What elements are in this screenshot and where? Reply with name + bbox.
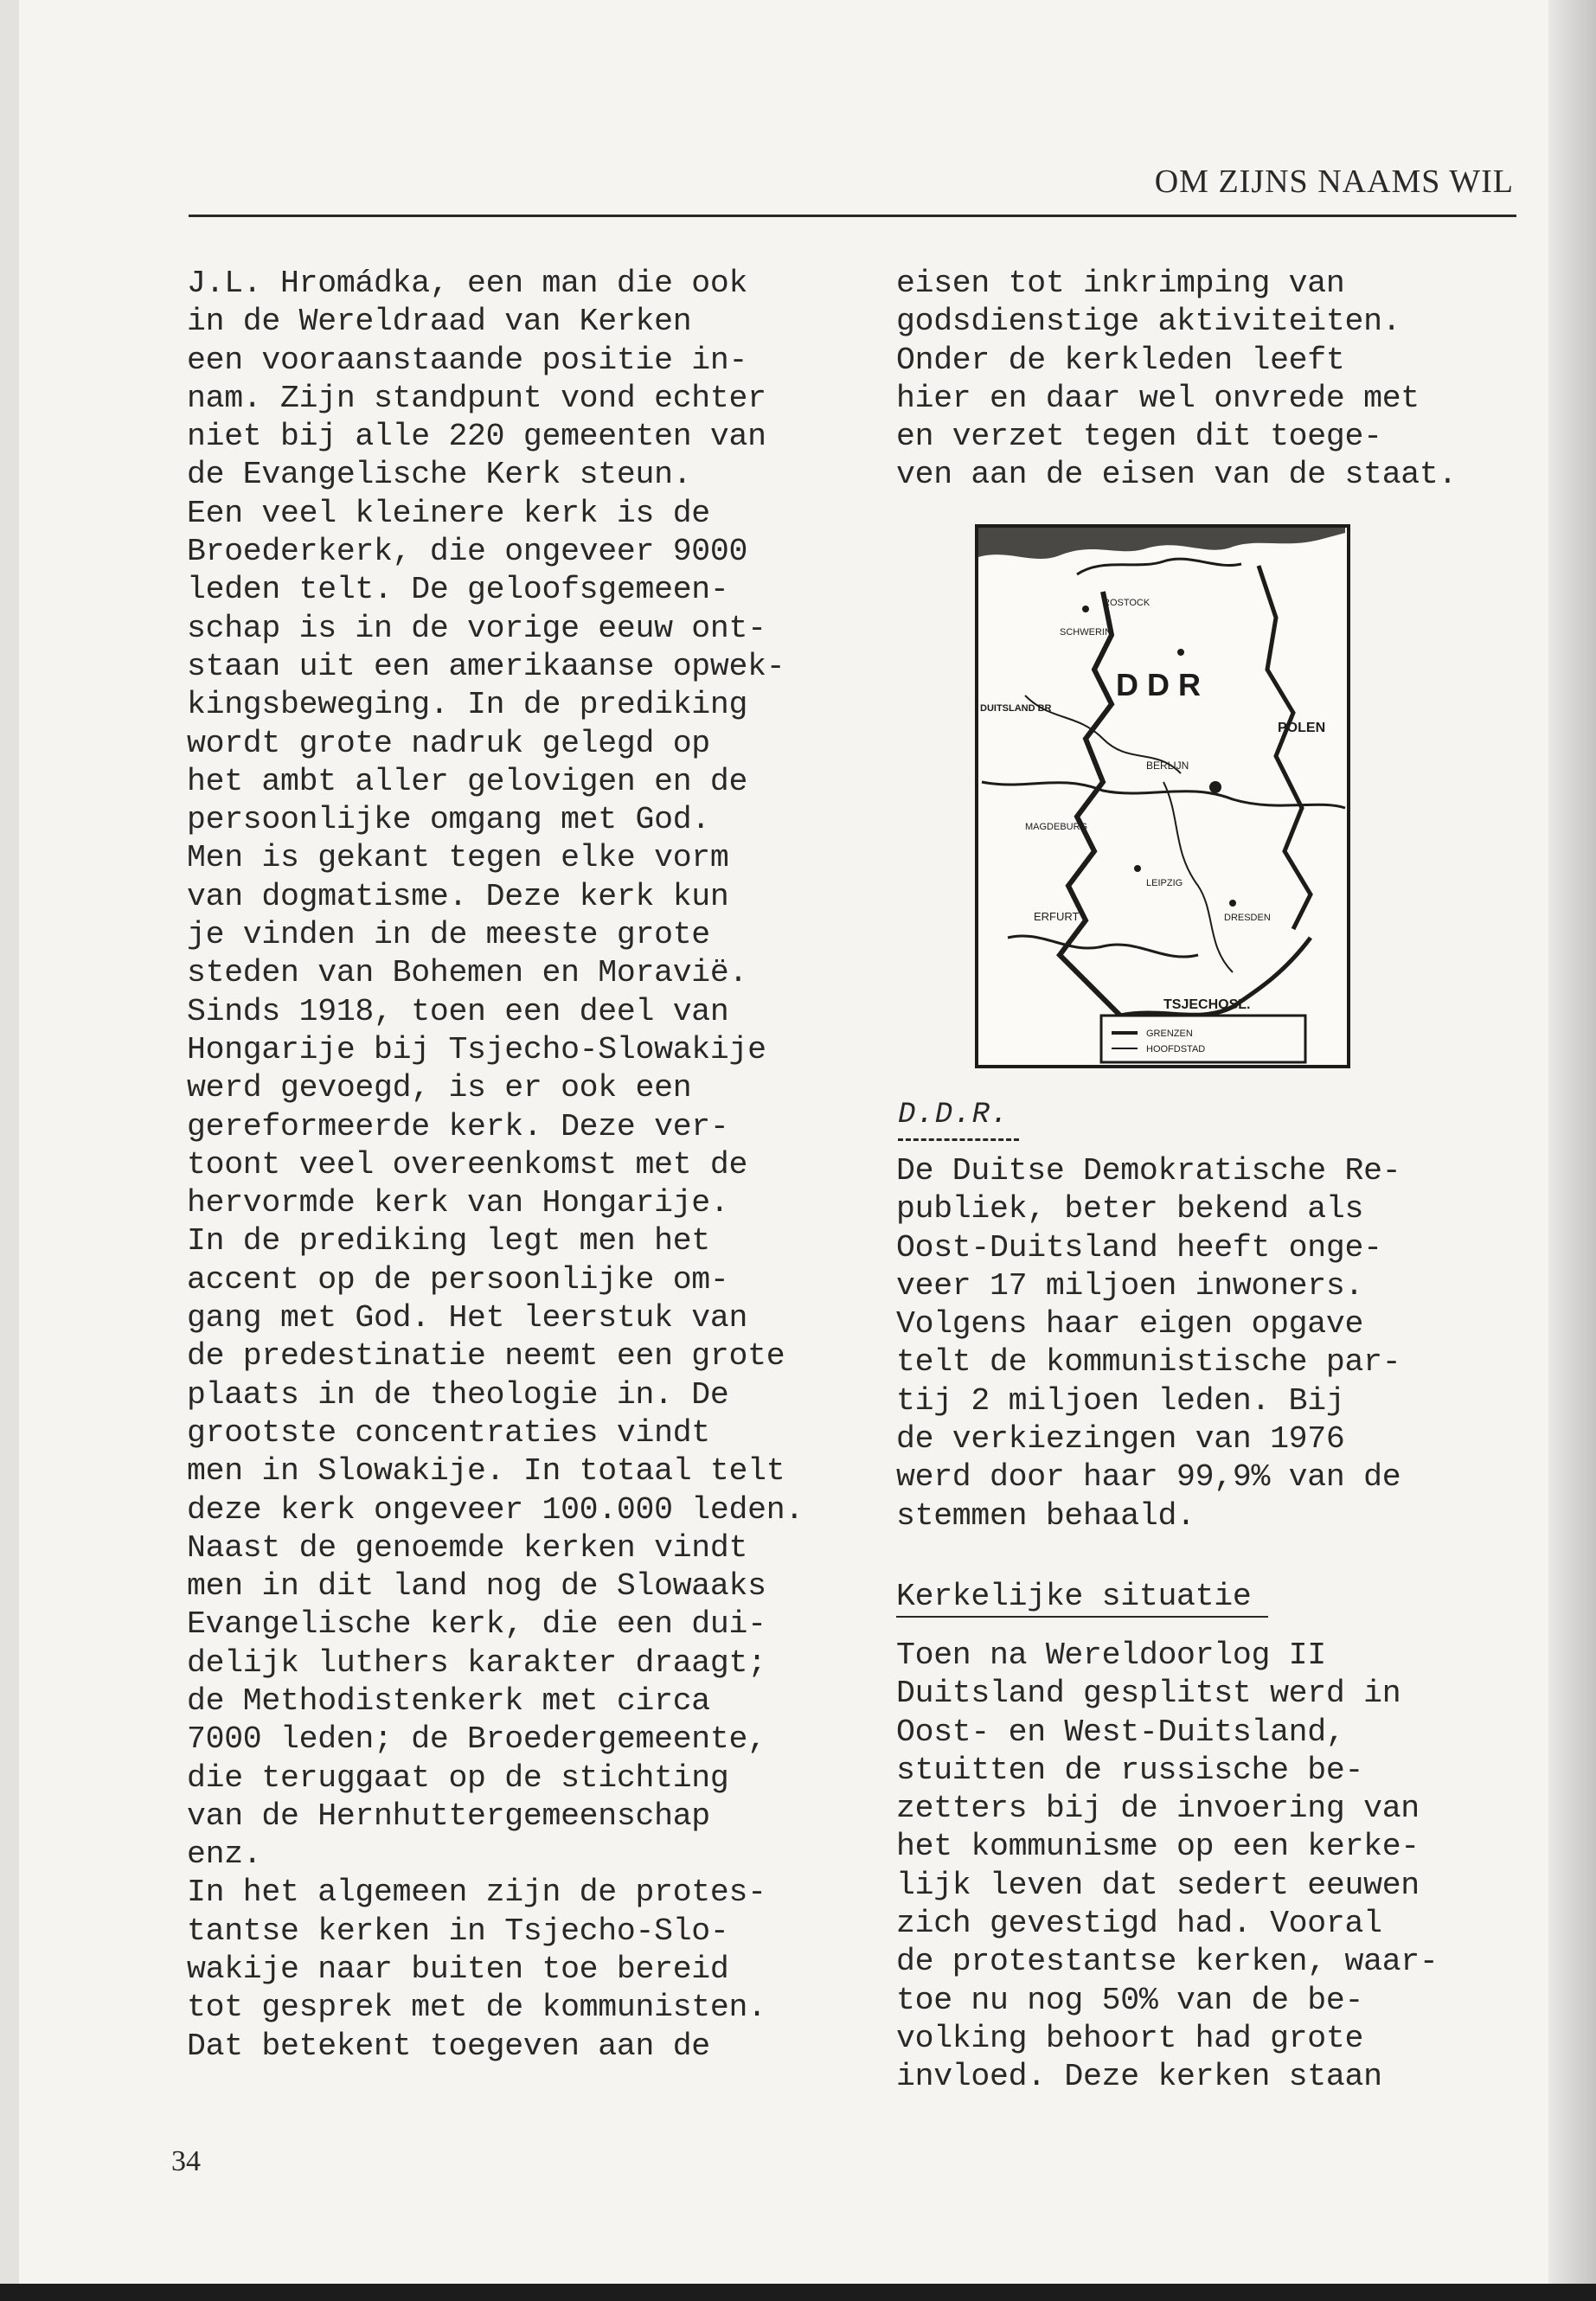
- text-line: zetters bij de invoering van: [896, 1791, 1420, 1827]
- text-line: men in Slowakije. In totaal telt: [187, 1453, 785, 1490]
- text-line: telt de kommunistische par-: [896, 1344, 1401, 1381]
- map-label-rostock: ROSTOCK: [1103, 598, 1151, 608]
- text-line: J.L. Hromádka, een man die ook: [187, 266, 748, 301]
- text-line: grootste concentraties vindt: [187, 1414, 710, 1451]
- text-line: gereformeerde kerk. Deze ver-: [187, 1108, 729, 1144]
- text-line: niet bij alle 220 gemeenten van: [187, 419, 766, 455]
- text-line: de protestantse kerken, waar-: [896, 1944, 1439, 1980]
- page-edge-shadow: [1548, 0, 1596, 2301]
- text-line: accent op de persoonlijke om-: [187, 1261, 729, 1298]
- text-line: Sinds 1918, toen een deel van: [187, 993, 729, 1029]
- text-line: de Methodistenkerk met circa: [187, 1682, 710, 1719]
- right-column-middle: [896, 1152, 1554, 1535]
- text-line: Dat betekent toegeven aan de: [187, 2028, 710, 2064]
- text-line: Onder de kerkleden leeft: [896, 342, 1345, 378]
- text-line: stuitten de russische be-: [896, 1752, 1364, 1788]
- map-legend-hoofdstad: HOOFDSTAD: [1146, 1044, 1206, 1054]
- text-line: 7000 leden; de Broedergemeente,: [187, 1721, 766, 1758]
- ddr-map-figure: [973, 522, 1352, 1070]
- text-line: Hongarije bij Tsjecho-Slowakije: [187, 1031, 766, 1067]
- text-line: de predestinatie neemt een grote: [187, 1338, 785, 1375]
- text-line: Naast de genoemde kerken vindt: [187, 1529, 748, 1566]
- text-line: Men is gekant tegen elke vorm: [187, 840, 729, 876]
- text-line: In het algemeen zijn de protes-: [187, 1875, 766, 1911]
- text-line: tantse kerken in Tsjecho-Slo-: [187, 1913, 729, 1949]
- right-column-bottom: [896, 1637, 1554, 2097]
- text-line: van de Hernhuttergemeenschap: [187, 1798, 710, 1834]
- text-line: enz.: [187, 1836, 262, 1873]
- map-label-polen: POLEN: [1278, 721, 1326, 735]
- text-line: Volgens haar eigen opgave: [896, 1306, 1364, 1343]
- text-line: eisen tot inkrimping van: [896, 266, 1345, 301]
- text-line: die teruggaat op de stichting: [187, 1759, 729, 1796]
- text-line: delijk luthers karakter draagt;: [187, 1644, 766, 1681]
- text-line: volking behoort had grote: [896, 2020, 1364, 2056]
- text-line: nam. Zijn standpunt vond echter: [187, 380, 766, 416]
- text-line: je vinden in de meeste grote: [187, 917, 710, 953]
- text-line: werd door haar 99,9% van de: [896, 1459, 1401, 1496]
- text-line: tot gesprek met de kommunisten.: [187, 1990, 766, 2026]
- left-column: [187, 265, 844, 2066]
- text-line: invloed. Deze kerken staan: [896, 2059, 1382, 2095]
- text-line: De Duitse Demokratische Re-: [896, 1153, 1401, 1189]
- text-line: toont veel overeenkomst met de: [187, 1146, 748, 1183]
- text-line: publiek, beter bekend als: [896, 1191, 1364, 1227]
- text-line: Toen na Wereldoorlog II: [896, 1638, 1326, 1673]
- section-heading: Kerkelijke situatie: [896, 1579, 1252, 1614]
- text-line: Een veel kleinere kerk is de: [187, 495, 710, 531]
- text-line: gang met God. Het leerstuk van: [187, 1300, 748, 1336]
- text-line: hier en daar wel onvrede met: [896, 380, 1420, 416]
- text-line: tij 2 miljoen leden. Bij: [896, 1382, 1345, 1419]
- text-line: kingsbeweging. In de prediking: [187, 687, 748, 723]
- map-label-leipzig: LEIPZIG: [1146, 878, 1183, 888]
- text-line: plaats in de theologie in. De: [187, 1376, 729, 1413]
- text-line: werd gevoegd, is er ook een: [187, 1070, 692, 1106]
- map-label-dresden: DRESDEN: [1224, 913, 1271, 923]
- text-line: het kommunisme op een kerke-: [896, 1829, 1420, 1865]
- map-label-tsjechosl: TSJECHOSL.: [1163, 997, 1251, 1012]
- text-line: Oost- en West-Duitsland,: [896, 1714, 1345, 1750]
- text-line: schap is in de vorige eeuw ont-: [187, 610, 766, 646]
- text-line: steden van Bohemen en Moravië.: [187, 955, 748, 991]
- text-line: de Evangelische Kerk steun.: [187, 457, 692, 493]
- ddr-map-illustration: [973, 522, 1352, 1070]
- text-line: zich gevestigd had. Vooral: [896, 1906, 1382, 1942]
- text-line: deze kerk ongeveer 100.000 leden.: [187, 1491, 804, 1528]
- text-line: veer 17 miljoen inwoners.: [896, 1267, 1364, 1304]
- scan-bottom-edge: [0, 2284, 1596, 2301]
- text-line: hervormde kerk van Hongarije.: [187, 1185, 729, 1221]
- text-line: lijk leven dat sedert eeuwen: [896, 1867, 1420, 1903]
- text-line: toe nu nog 50% van de be-: [896, 1982, 1364, 2018]
- text-line: Broederkerk, die ongeveer 9000: [187, 534, 748, 570]
- header-rule: [189, 215, 1516, 217]
- page-number: 34: [171, 2145, 201, 2177]
- text-line: Evangelische kerk, die een dui-: [187, 1606, 766, 1643]
- text-line: godsdienstige aktiviteiten.: [896, 304, 1401, 340]
- text-line: in de Wereldraad van Kerken: [187, 304, 692, 340]
- text-line: men in dit land nog de Slowaaks: [187, 1568, 766, 1605]
- map-caption: D.D.R.: [898, 1099, 1010, 1131]
- text-line: van dogmatisme. Deze kerk kun: [187, 878, 729, 914]
- map-label-schwerin: SCHWERIN: [1060, 627, 1112, 638]
- text-line: wakije naar buiten toe bereid: [187, 1952, 729, 1988]
- text-line: het ambt aller gelovigen en de: [187, 763, 748, 799]
- text-line: staan uit een amerikaanse opwek-: [187, 648, 785, 684]
- map-legend-grenzen: GRENZEN: [1146, 1029, 1193, 1039]
- map-label-duitsland-br: DUITSLAND BR: [980, 703, 1052, 714]
- text-line: In de prediking legt men het: [187, 1223, 710, 1259]
- map-label-magdeburg: MAGDEBURG: [1025, 822, 1088, 832]
- right-column-top: [896, 265, 1554, 495]
- text-line: Oost-Duitsland heeft onge-: [896, 1229, 1382, 1266]
- map-label-erfurt: ERFURT: [1034, 910, 1080, 923]
- text-line: persoonlijke omgang met God.: [187, 802, 710, 838]
- map-label-ddr: D D R: [1116, 667, 1201, 702]
- text-line: een vooraanstaande positie in-: [187, 342, 748, 378]
- text-line: wordt grote nadruk gelegd op: [187, 725, 710, 761]
- text-line: ven aan de eisen van de staat.: [896, 457, 1458, 493]
- text-line: en verzet tegen dit toege-: [896, 419, 1382, 455]
- running-title: OM ZIJNS NAAMS WIL: [1154, 163, 1514, 200]
- map-label-berlijn: BERLIJN: [1146, 760, 1189, 772]
- section-heading-underline: [896, 1616, 1268, 1618]
- text-line: de verkiezingen van 1976: [896, 1421, 1345, 1458]
- text-line: stemmen behaald.: [896, 1497, 1195, 1534]
- text-line: leden telt. De geloofsgemeen-: [187, 572, 729, 608]
- text-line: Duitsland gesplitst werd in: [896, 1676, 1401, 1712]
- caption-underline: [898, 1138, 1019, 1141]
